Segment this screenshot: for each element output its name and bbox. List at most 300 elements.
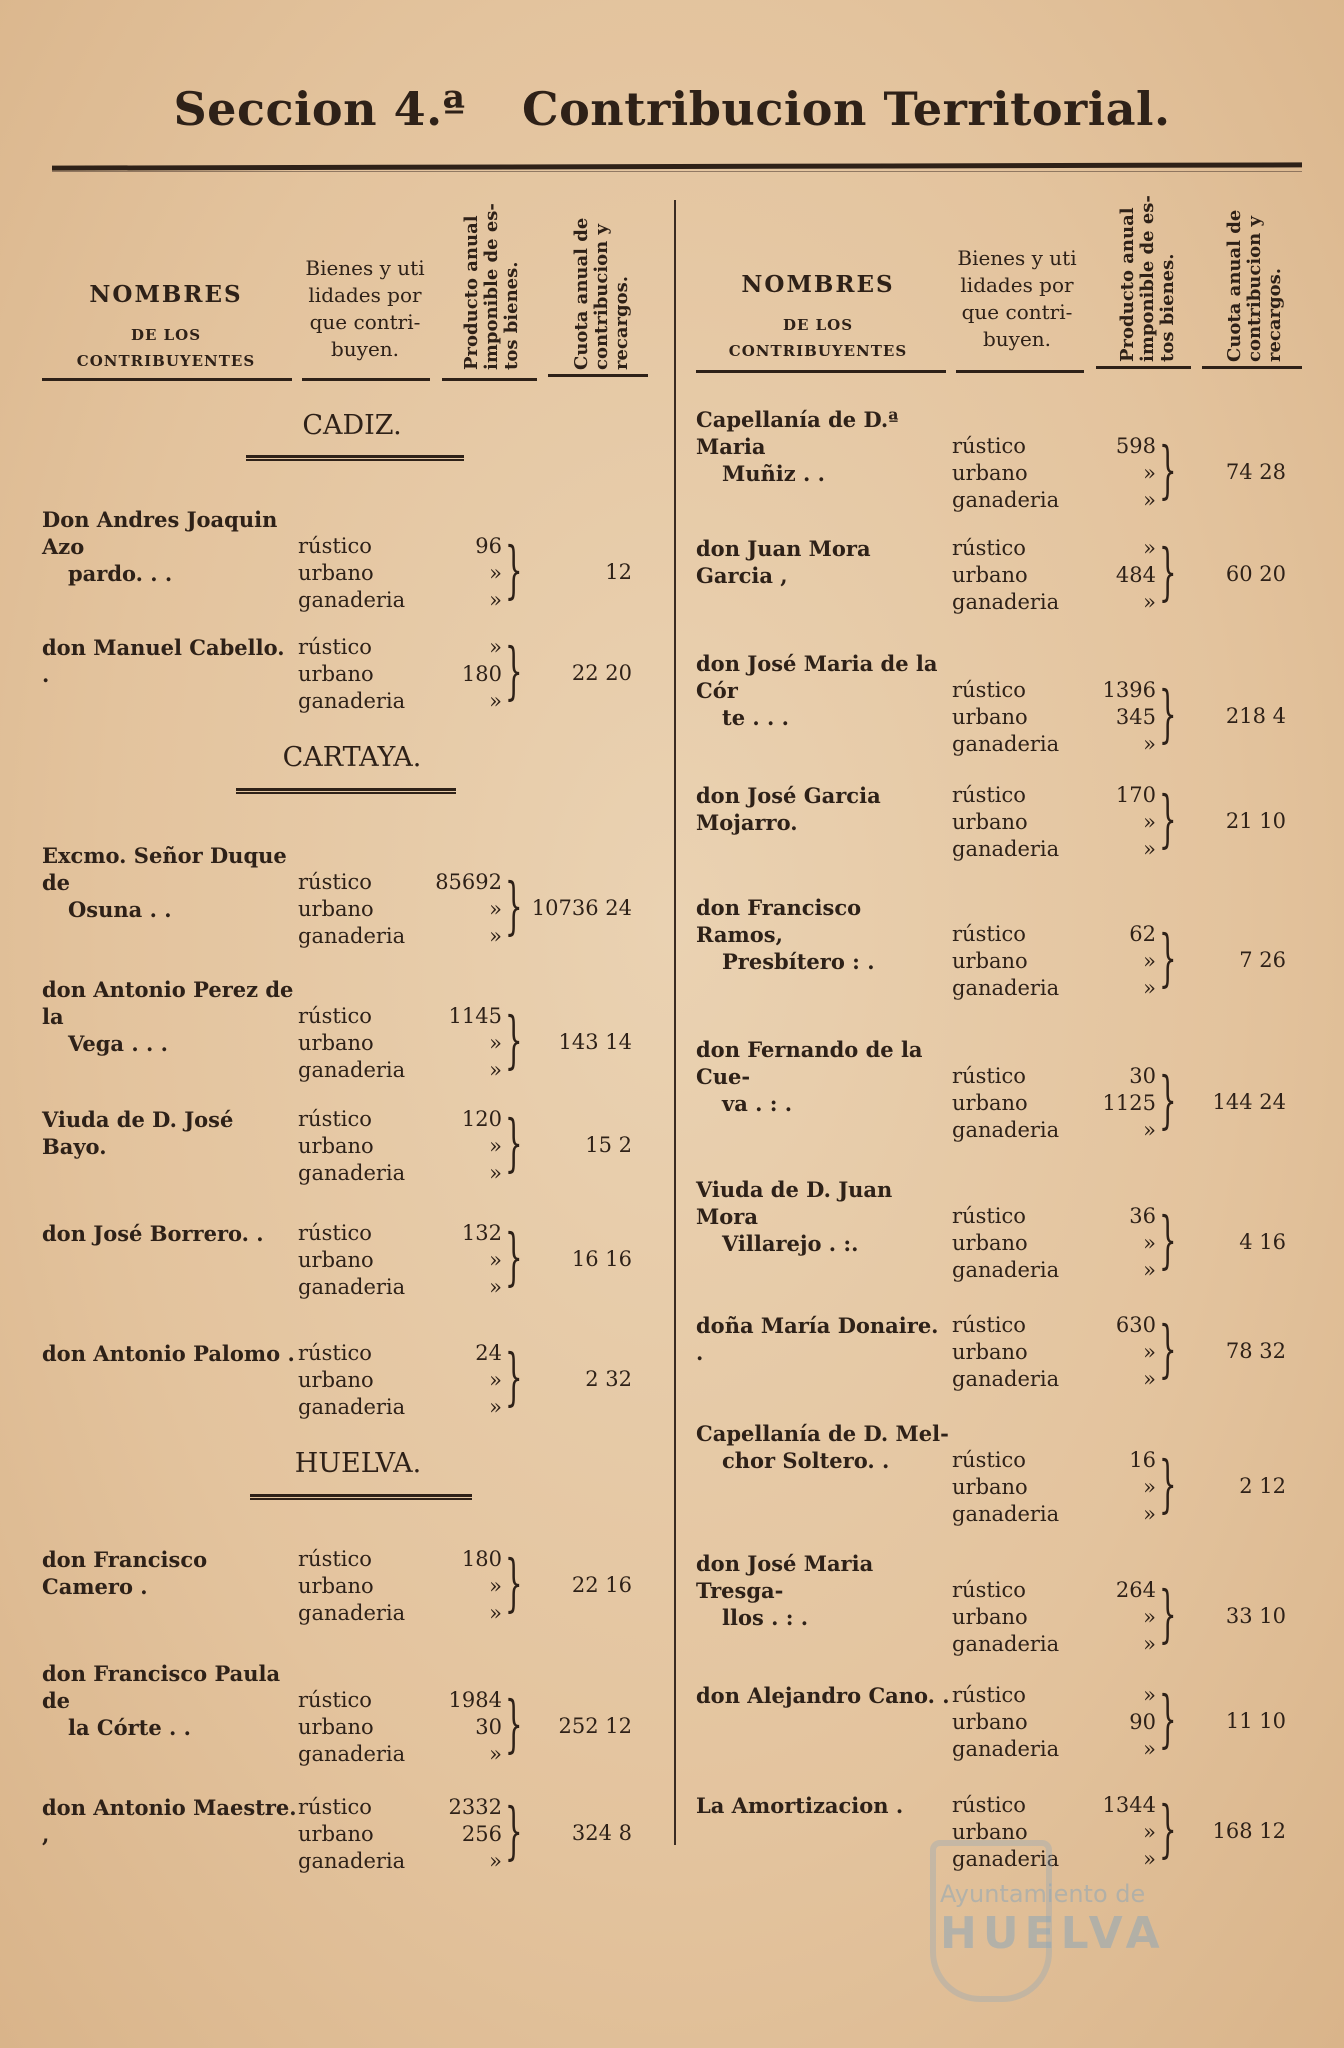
header-rule [548, 374, 648, 377]
cuota-value: 143 14 [558, 1030, 632, 1054]
property-kind-rustico: rústico [952, 1683, 1026, 1707]
property-kind-urbano: urbano [952, 1710, 1028, 1734]
brace-mark: } [1158, 1312, 1177, 1385]
property-kind-ganaderia: ganaderia [952, 1258, 1060, 1282]
contributor-name [696, 1420, 951, 1474]
producto-value: 264 [1115, 1578, 1156, 1602]
producto-value: » [489, 1395, 502, 1419]
contributor-name-line: Excmo. Señor Duque de [42, 843, 287, 895]
property-kinds [952, 1203, 1059, 1284]
property-kinds [298, 1003, 405, 1084]
property-kind-urbano: urbano [298, 1822, 374, 1846]
title-rule-thin [52, 171, 1302, 172]
property-kind-rustico: rústico [952, 536, 1026, 560]
property-kind-rustico: rústico [952, 1064, 1026, 1088]
producto-values [432, 1340, 502, 1421]
producto-value: 180 [461, 1547, 502, 1571]
brace-mark: } [1158, 677, 1177, 750]
contributor-name-line: llos . : . [722, 1605, 809, 1630]
contributor-name-line: don José Maria de la Cór [696, 651, 938, 703]
producto-value: 345 [1115, 705, 1156, 729]
contributor-entry [42, 1660, 682, 1766]
property-kind-rustico: rústico [952, 434, 1026, 458]
contributor-name-line: don Antonio Maestre. , [42, 1795, 297, 1847]
contributor-name-line: Vega . . . [68, 1031, 168, 1056]
property-kind-ganaderia: ganaderia [952, 1367, 1060, 1391]
producto-value: » [1143, 732, 1156, 756]
contributor-name-line: pardo. . . [68, 561, 173, 586]
producto-values [1086, 535, 1156, 616]
contributor-entry [696, 650, 1336, 756]
cuota-value: 324 8 [571, 1821, 632, 1845]
contributor-entry [696, 1682, 1336, 1782]
property-kind-rustico: rústico [298, 1688, 372, 1712]
property-kind-rustico: rústico [298, 635, 372, 659]
property-kinds [298, 1220, 405, 1301]
property-kind-urbano: urbano [298, 1031, 374, 1055]
producto-values [432, 1003, 502, 1084]
producto-value: » [1143, 1475, 1156, 1499]
contributor-name-line: don José Borrero. . [42, 1221, 264, 1246]
cuota-value: 12 [605, 560, 632, 584]
property-kind-rustico: rústico [298, 1795, 372, 1819]
property-kind-ganaderia: ganaderia [952, 488, 1060, 512]
producto-value: » [1143, 1847, 1156, 1871]
producto-value: » [1143, 1737, 1156, 1761]
property-kind-ganaderia: ganaderia [952, 1502, 1060, 1526]
brace-mark: } [1158, 1447, 1177, 1520]
property-kind-ganaderia: ganaderia [298, 924, 406, 948]
producto-value: 120 [461, 1107, 502, 1131]
contributor-name [696, 1550, 951, 1631]
contributor-entry [42, 976, 682, 1082]
producto-values [1086, 1312, 1156, 1393]
section-rule [250, 1494, 472, 1500]
contributor-name [42, 1106, 297, 1160]
producto-value: » [489, 561, 502, 585]
contributor-name-line: don Francisco Ramos, [696, 895, 862, 947]
cuota-value: 144 24 [1212, 1090, 1286, 1114]
property-kind-ganaderia: ganaderia [298, 588, 406, 612]
contributor-entry [42, 506, 682, 612]
producto-value: 30 [475, 1715, 502, 1739]
property-kind-ganaderia: ganaderia [952, 976, 1060, 1000]
cuota-value: 252 12 [558, 1714, 632, 1738]
contributor-name [696, 406, 951, 487]
contributor-entry [42, 1220, 682, 1320]
property-kind-rustico: rústico [952, 783, 1026, 807]
section-rule [246, 455, 464, 461]
producto-value: » [1143, 1605, 1156, 1629]
header-bienes-line: buyen. [330, 337, 400, 361]
contributor-name [696, 535, 951, 589]
contributor-name-line: chor Soltero. . [722, 1448, 890, 1473]
contributor-entry [42, 1106, 682, 1206]
contributor-name [696, 1312, 951, 1366]
contributor-entry [42, 1794, 682, 1894]
header-rule [442, 378, 537, 381]
property-kind-ganaderia: ganaderia [952, 1847, 1060, 1871]
header-bienes-line: que contri- [961, 300, 1073, 324]
property-kind-urbano: urbano [298, 662, 374, 686]
property-kind-ganaderia: ganaderia [298, 689, 406, 713]
property-kind-rustico: rústico [952, 1204, 1026, 1228]
producto-value: 62 [1129, 922, 1156, 946]
property-kinds [952, 433, 1059, 514]
property-kind-rustico: rústico [298, 1004, 372, 1028]
producto-value: » [489, 1601, 502, 1625]
contributor-name-line: te . . . [722, 705, 789, 730]
brace-mark: } [504, 1003, 523, 1076]
contributor-name-line: don Juan Mora Garcia , [696, 536, 871, 588]
header-bienes-left [300, 255, 430, 363]
producto-value: 1344 [1102, 1793, 1156, 1817]
contributor-name-line: don Fernando de la Cue- [696, 1037, 923, 1089]
cuota-value: 22 20 [571, 661, 632, 685]
property-kind-ganaderia: ganaderia [952, 590, 1060, 614]
header-contribuyentes: DE LOS CONTRIBUYENTES [728, 316, 908, 360]
property-kind-urbano: urbano [952, 949, 1028, 973]
producto-values [1086, 433, 1156, 514]
property-kind-ganaderia: ganaderia [298, 1161, 406, 1185]
producto-value: » [489, 1742, 502, 1766]
property-kinds [952, 782, 1059, 863]
header-cuota-right: Cuota anual de contribucion y recargos. [1224, 209, 1285, 362]
contributor-entry [696, 406, 1336, 512]
property-kind-ganaderia: ganaderia [298, 1395, 406, 1419]
producto-value: » [489, 1248, 502, 1272]
property-kinds [298, 634, 405, 715]
producto-value: 96 [475, 534, 502, 558]
property-kind-urbano: urbano [298, 1574, 374, 1598]
property-kind-urbano: urbano [952, 1231, 1028, 1255]
contributor-name-line: doña María Donaire. . [696, 1313, 939, 1365]
producto-values [1086, 921, 1156, 1002]
property-kind-rustico: rústico [952, 1793, 1026, 1817]
producto-values [1086, 1577, 1156, 1658]
header-bienes-line: lidades por [960, 273, 1074, 297]
cuota-value: 10736 24 [531, 896, 632, 920]
property-kind-rustico: rústico [298, 870, 372, 894]
brace-mark: } [1158, 782, 1177, 855]
property-kind-rustico: rústico [298, 534, 372, 558]
contributor-name-line: va . : . [722, 1091, 793, 1116]
cuota-value: 15 2 [585, 1133, 632, 1157]
property-kind-urbano: urbano [952, 810, 1028, 834]
producto-values [1086, 1792, 1156, 1873]
property-kind-urbano: urbano [298, 1134, 374, 1158]
cuota-value: 2 32 [585, 1367, 632, 1391]
producto-value: » [489, 689, 502, 713]
contributor-name [42, 1660, 297, 1741]
property-kind-urbano: urbano [952, 1340, 1028, 1364]
contributor-name-line: don José Maria Tresga- [696, 1551, 874, 1603]
cuota-value: 33 10 [1225, 1604, 1286, 1628]
property-kind-rustico: rústico [952, 922, 1026, 946]
property-kind-rustico: rústico [298, 1107, 372, 1131]
contributor-name [42, 1794, 297, 1848]
cuota-value: 74 28 [1225, 460, 1286, 484]
property-kind-ganaderia: ganaderia [952, 837, 1060, 861]
property-kind-ganaderia: ganaderia [298, 1742, 406, 1766]
contributor-name [42, 976, 297, 1057]
header-contribuyentes: DE LOS CONTRIBUYENTES [76, 326, 256, 370]
property-kind-ganaderia: ganaderia [952, 1118, 1060, 1142]
header-rule [1096, 366, 1191, 369]
producto-values [1086, 1447, 1156, 1528]
producto-values [432, 1794, 502, 1875]
producto-value: 85692 [435, 870, 502, 894]
brace-mark: } [504, 1220, 523, 1293]
header-nombres: NOMBRES [89, 281, 243, 308]
contributor-entry [42, 842, 682, 948]
property-kinds [952, 1682, 1059, 1763]
contributor-name-line: la Córte . . [68, 1715, 191, 1740]
cuota-value: 168 12 [1212, 1819, 1286, 1843]
section-huelva: HUELVA. [294, 1448, 422, 1479]
contributor-name-line: don Francisco Paula de [42, 1661, 281, 1713]
contributor-name [42, 1220, 297, 1247]
producto-values [1086, 677, 1156, 758]
producto-value: 132 [461, 1221, 502, 1245]
property-kind-urbano: urbano [952, 1475, 1028, 1499]
producto-value: » [489, 897, 502, 921]
producto-values [432, 634, 502, 715]
contributor-name-line: Muñiz . . [722, 461, 825, 486]
header-bienes-line: Bienes y uti [305, 256, 425, 280]
producto-value: 1125 [1102, 1091, 1156, 1115]
property-kind-rustico: rústico [298, 1341, 372, 1365]
header-producto-right: Producto anual imponible de es- tos bienes. [1117, 195, 1178, 362]
contributor-name [696, 1036, 951, 1117]
producto-value: » [489, 1849, 502, 1873]
header-bienes-right [952, 245, 1082, 353]
producto-value: 2332 [448, 1795, 502, 1819]
contributor-name-line: Don Andres Joaquin Azo [42, 507, 278, 559]
header-rule [42, 378, 292, 381]
contributor-name [42, 634, 297, 688]
property-kinds [952, 1447, 1059, 1528]
contributor-name-line: don Antonio Perez de la [42, 977, 294, 1029]
producto-value: 30 [1129, 1064, 1156, 1088]
contributor-name-line: don Antonio Palomo . [42, 1341, 295, 1366]
brace-mark: } [504, 1546, 523, 1619]
contributor-entry [696, 1550, 1336, 1656]
brace-mark: } [1158, 433, 1177, 506]
header-rule [956, 370, 1084, 373]
producto-value: 598 [1115, 434, 1156, 458]
contributor-name [42, 506, 297, 587]
property-kind-rustico: rústico [952, 678, 1026, 702]
producto-value: 484 [1115, 563, 1156, 587]
brace-mark: } [504, 1340, 523, 1413]
property-kinds [298, 1340, 405, 1421]
contributor-name-line: Capellanía de D. Mel- [696, 1421, 949, 1446]
property-kinds [952, 921, 1059, 1002]
cuota-value: 22 16 [571, 1573, 632, 1597]
cuota-value: 2 12 [1239, 1474, 1286, 1498]
contributor-entry [696, 535, 1336, 635]
producto-value: 16 [1129, 1448, 1156, 1472]
producto-value: » [1143, 590, 1156, 614]
contributor-entry [42, 634, 682, 734]
header-rule [696, 370, 946, 373]
property-kind-urbano: urbano [952, 1820, 1028, 1844]
property-kind-ganaderia: ganaderia [298, 1849, 406, 1873]
producto-value: » [1143, 976, 1156, 1000]
producto-value: 1984 [448, 1688, 502, 1712]
cuota-value: 11 10 [1225, 1709, 1286, 1733]
contributor-entry [696, 1176, 1336, 1282]
property-kinds [298, 1546, 405, 1627]
producto-value: » [489, 1275, 502, 1299]
property-kinds [298, 1687, 405, 1768]
header-cuota-left: Cuota anual de contribucion y recargos. [571, 217, 632, 370]
brace-mark: } [1158, 535, 1177, 608]
producto-value: » [489, 1058, 502, 1082]
property-kinds [298, 869, 405, 950]
contributor-name [42, 1546, 297, 1600]
watermark-line2: HUELVA [940, 1908, 1166, 1959]
producto-value: 1396 [1102, 678, 1156, 702]
producto-value: » [1143, 1632, 1156, 1656]
property-kind-urbano: urbano [952, 705, 1028, 729]
property-kind-urbano: urbano [952, 1605, 1028, 1629]
producto-value: » [1143, 536, 1156, 560]
contributor-name [696, 1792, 951, 1819]
title-rule [52, 162, 1302, 170]
header-rule [1202, 366, 1302, 369]
watermark-line1: Ayuntamiento de [940, 1880, 1146, 1908]
contributor-name [42, 1340, 297, 1367]
header-bienes-line: buyen. [982, 327, 1052, 351]
property-kind-rustico: rústico [952, 1313, 1026, 1337]
header-bienes-line: Bienes y uti [957, 246, 1077, 270]
producto-value: » [1143, 1258, 1156, 1282]
brace-mark: } [504, 1794, 523, 1867]
producto-value: » [1143, 1367, 1156, 1391]
contributor-name [696, 1682, 951, 1709]
brace-mark: } [1158, 921, 1177, 994]
header-names-left [40, 282, 292, 374]
producto-value: » [489, 1161, 502, 1185]
producto-value: » [1143, 461, 1156, 485]
contributor-entry [696, 782, 1336, 882]
producto-value: » [1143, 1231, 1156, 1255]
property-kind-urbano: urbano [952, 563, 1028, 587]
cuota-value: 4 16 [1239, 1230, 1286, 1254]
contributor-entry [696, 1312, 1336, 1412]
section-rule [236, 788, 456, 794]
property-kinds [952, 1063, 1059, 1144]
property-kind-urbano: urbano [298, 1248, 374, 1272]
producto-value: » [1143, 810, 1156, 834]
contributor-name [696, 782, 951, 836]
contributor-name-line: don Alejandro Cano. . [696, 1683, 950, 1708]
producto-values [432, 533, 502, 614]
property-kinds [952, 677, 1059, 758]
watermark [940, 1880, 1166, 1959]
producto-value: 36 [1129, 1204, 1156, 1228]
property-kind-ganaderia: ganaderia [298, 1601, 406, 1625]
property-kind-ganaderia: ganaderia [952, 732, 1060, 756]
brace-mark: } [504, 1106, 523, 1179]
contributor-entry [42, 1340, 682, 1440]
producto-value: 1145 [448, 1004, 502, 1028]
property-kinds [298, 1106, 405, 1187]
brace-mark: } [504, 869, 523, 942]
brace-mark: } [504, 533, 523, 606]
brace-mark: } [1158, 1682, 1177, 1755]
producto-value: 180 [461, 662, 502, 686]
brace-mark: } [1158, 1577, 1177, 1650]
producto-value: 90 [1129, 1710, 1156, 1734]
property-kind-rustico: rústico [298, 1221, 372, 1245]
producto-value: » [1143, 1118, 1156, 1142]
page-title [0, 82, 1344, 136]
contributor-entry [696, 1420, 1336, 1526]
property-kinds [952, 1577, 1059, 1658]
producto-values [432, 1106, 502, 1187]
producto-values [1086, 1682, 1156, 1763]
producto-values [432, 1687, 502, 1768]
contributor-name-line: don Francisco Camero . [42, 1547, 208, 1599]
producto-value: 630 [1115, 1313, 1156, 1337]
brace-mark: } [504, 634, 523, 707]
header-bienes-line: que contri- [309, 310, 421, 334]
property-kinds [298, 1794, 405, 1875]
cuota-value: 16 16 [571, 1247, 632, 1271]
producto-value: 170 [1115, 783, 1156, 807]
producto-value: 256 [461, 1822, 502, 1846]
property-kind-rustico: rústico [298, 1547, 372, 1571]
contributor-name-line: don José Garcia Mojarro. [696, 783, 881, 835]
producto-value: » [489, 635, 502, 659]
contributor-name-line: Presbítero : . [722, 949, 875, 974]
producto-values [1086, 1203, 1156, 1284]
cuota-value: 218 4 [1225, 704, 1286, 728]
producto-value: 24 [475, 1341, 502, 1365]
brace-mark: } [504, 1687, 523, 1760]
producto-value: » [489, 1031, 502, 1055]
property-kind-urbano: urbano [952, 1091, 1028, 1115]
property-kind-rustico: rústico [952, 1578, 1026, 1602]
header-rule [302, 378, 430, 381]
contributor-name [696, 650, 951, 731]
cuota-value: 21 10 [1225, 809, 1286, 833]
property-kind-urbano: urbano [298, 561, 374, 585]
property-kind-ganaderia: ganaderia [952, 1632, 1060, 1656]
producto-value: » [1143, 1683, 1156, 1707]
property-kind-urbano: urbano [298, 1715, 374, 1739]
contributor-name-line: Viuda de D. José Bayo. [42, 1107, 234, 1159]
producto-value: » [1143, 949, 1156, 973]
cuota-value: 78 32 [1225, 1339, 1286, 1363]
producto-value: » [489, 588, 502, 612]
property-kind-rustico: rústico [952, 1448, 1026, 1472]
producto-value: » [1143, 488, 1156, 512]
cuota-value: 7 26 [1239, 948, 1286, 972]
header-names-right [692, 272, 944, 364]
section-cartaya: CARTAYA. [282, 742, 422, 773]
contributor-name-line: Villarejo . :. [722, 1231, 859, 1256]
contributor-name [696, 894, 951, 975]
brace-mark: } [1158, 1063, 1177, 1136]
producto-value: » [1143, 1502, 1156, 1526]
title-name: Contribucion Territorial. [522, 82, 1171, 136]
property-kind-ganaderia: ganaderia [952, 1737, 1060, 1761]
property-kind-ganaderia: ganaderia [298, 1275, 406, 1299]
